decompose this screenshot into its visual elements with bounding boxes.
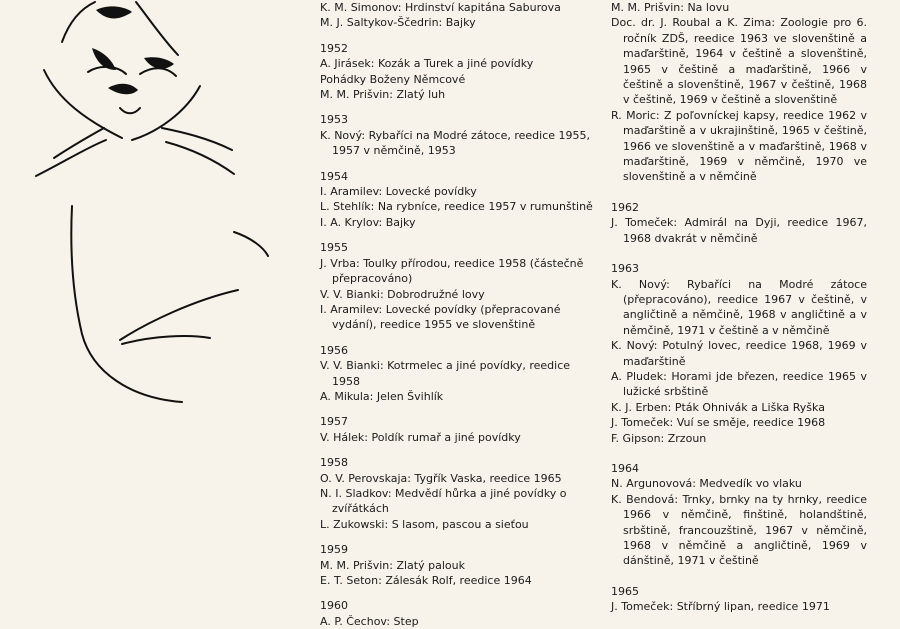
- cat-paw-stroke: [122, 336, 210, 344]
- right-text-column: [611, 0, 867, 615]
- cat-sketch-illustration: [0, 0, 300, 600]
- section-spacer: [611, 446, 867, 456]
- bibliography-entry: J. Tomeček: Stříbrný lipan, reedice 1971: [611, 600, 830, 614]
- bibliography-entry: R. Moric: Z poľovníckej kapsy, reedice 1962 v maďarštině a v ukrajinštině, 1965 v češtině, 1966 ve slovenštině a v maďarštině, 1968 v maďarštině, 1969 v němčině, 1970 ve slovenštině a v němčině: [611, 108, 867, 184]
- year-heading: 1953: [320, 113, 348, 127]
- cat-cheek-stroke: [132, 86, 200, 140]
- section-spacer: [320, 404, 595, 410]
- bibliography-entry: K. Nový: Rybaříci na Modré zátoce (přepracováno), reedice 1967 v češtině, v angličtině a němčině, 1968 v angličtině a v němčině, 1971 v češtině a v němčině: [611, 277, 867, 337]
- bibliography-entry: I. Aramilev: Lovecké povídky (přepracované vydání), reedice 1955 ve slovenštině: [320, 302, 561, 332]
- bibliography-entry: F. Gipson: Zrzoun: [611, 431, 707, 445]
- section-spacer: [320, 102, 595, 108]
- year-heading: 1952: [320, 41, 348, 55]
- section-spacer: [320, 230, 595, 236]
- bibliography-entry: V. Hálek: Poldík rumař a jiné povídky: [320, 430, 521, 444]
- cat-fur-shading: [92, 6, 174, 94]
- section-spacer: [320, 445, 595, 451]
- section-spacer: [320, 588, 595, 594]
- bibliography-entry: K. M. Simonov: Hrdinství kapitána Saburova: [320, 1, 561, 14]
- section-spacer: [320, 532, 595, 538]
- cat-neck-stroke: [71, 206, 182, 402]
- cat-nose-stroke: [120, 108, 140, 113]
- cat-cheek-stroke: [44, 70, 122, 138]
- bibliography-entry: J. Tomeček: Vuí se směje, reedice 1968: [611, 416, 826, 430]
- bibliography-entry: M. M. Prišvin: Zlatý palouk: [320, 558, 465, 572]
- cat-whisker-stroke: [36, 140, 106, 176]
- cat-tail-stroke: [234, 232, 268, 256]
- cat-whisker-stroke: [162, 128, 232, 150]
- year-heading: 1962: [611, 200, 639, 214]
- year-heading: 1956: [320, 343, 348, 357]
- year-heading: 1964: [611, 461, 639, 475]
- year-heading: 1958: [320, 456, 348, 470]
- cat-paw-stroke: [120, 290, 238, 340]
- section-spacer: [320, 31, 595, 37]
- bibliography-entry: V. V. Bianki: Kotrmelec a jiné povídky, reedice 1958: [320, 359, 571, 388]
- bibliography-entry: I. A. Krylov: Bajky: [320, 215, 416, 229]
- cat-eye-stroke: [140, 68, 176, 76]
- section-spacer: [320, 333, 595, 339]
- bibliography-entry: E. T. Seton: Zálesák Rolf, reedice 1964: [320, 574, 532, 587]
- cat-ear-stroke: [62, 2, 95, 42]
- bibliography-entry: I. Aramilev: Lovecké povídky: [320, 185, 477, 199]
- bibliography-entry: N. I. Sladkov: Medvědí hůrka a jiné povídky o zvířátkách: [320, 486, 567, 516]
- left-text-column: [320, 0, 595, 629]
- bibliography-entry: L. Stehlík: Na rybníce, reedice 1957 v rumunštině: [320, 200, 593, 214]
- bibliography-entry: K. Bendová: Trnky, brnky na ty hrnky, reedice 1966 v němčině, finštině, holandštině, srbštině, francouzštině, 1967 v němčině, 1968 v němčině a angličtině, 1969 v dánštině, 1971 v češtině: [611, 492, 867, 568]
- bibliography-entry: A. Jirásek: Kozák a Turek a jiné povídky: [320, 57, 534, 71]
- year-heading: 1959: [320, 543, 348, 557]
- section-spacer: [611, 569, 867, 579]
- bibliography-entry: O. V. Perovskaja: Tygřík Vaska, reedice 1965: [320, 471, 562, 485]
- bibliography-entry: L. Zukowski: S lasom, pascou a sieťou: [320, 517, 529, 531]
- bibliography-entry: M. M. Prišvin: Zlatý luh: [320, 88, 446, 102]
- year-heading: 1955: [320, 241, 348, 255]
- section-spacer: [611, 185, 867, 195]
- year-heading: 1954: [320, 169, 348, 183]
- year-heading: 1960: [320, 599, 348, 613]
- bibliography-entry: J. Tomeček: Admirál na Dyji, reedice 1967, 1968 dvakrát v němčině: [611, 216, 867, 245]
- bibliography-entry: K. Nový: Potulný lovec, reedice 1968, 1969 v maďarštině: [611, 339, 867, 368]
- section-spacer: [611, 246, 867, 256]
- bibliography-entry: Doc. dr. J. Roubal a K. Zima: Zoologie pro 6. ročník ZDŠ, reedice 1963 ve slovenštině a maďarštině, 1964 v češtině a slovenštině, 1965 v češtině a maďarštině, 1966 v češtině a slovenštině, 1967 v češtině, 1968 v češtině, 1969 v češtině a slovenštině: [611, 16, 867, 107]
- bibliography-entry: J. Vrba: Toulky přírodou, reedice 1958 (částečně přepracováno): [320, 256, 584, 286]
- year-heading: 1965: [611, 584, 639, 598]
- bibliography-entry: K. Nový: Rybaříci na Modré zátoce, reedice 1955, 1957 v němčině, 1953: [320, 128, 591, 158]
- bibliography-entry: A. Pludek: Horami jde březen, reedice 1965 v lužické srbštině: [611, 369, 867, 399]
- bibliography-entry: V. V. Bianki: Dobrodružné lovy: [320, 287, 485, 301]
- bibliography-entry: Pohádky Boženy Němcové: [320, 72, 466, 86]
- year-heading: 1963: [611, 262, 639, 276]
- bibliography-entry: A. Mikula: Jelen Švihlík: [320, 389, 444, 403]
- cat-ear-stroke: [136, 2, 178, 55]
- section-spacer: [320, 159, 595, 165]
- bibliography-entry: M. J. Saltykov-Ščedrin: Bajky: [320, 16, 476, 30]
- bibliography-entry: A. P. Čechov: Step: [320, 614, 419, 628]
- bibliography-entry: M. M. Prišvin: Na lovu: [611, 1, 730, 14]
- bibliography-entry: K. J. Erben: Pták Ohnivák a Liška Ryška: [611, 400, 825, 414]
- year-heading: 1957: [320, 415, 348, 429]
- bibliography-entry: N. Argunovová: Medvedík vo vlaku: [611, 477, 802, 491]
